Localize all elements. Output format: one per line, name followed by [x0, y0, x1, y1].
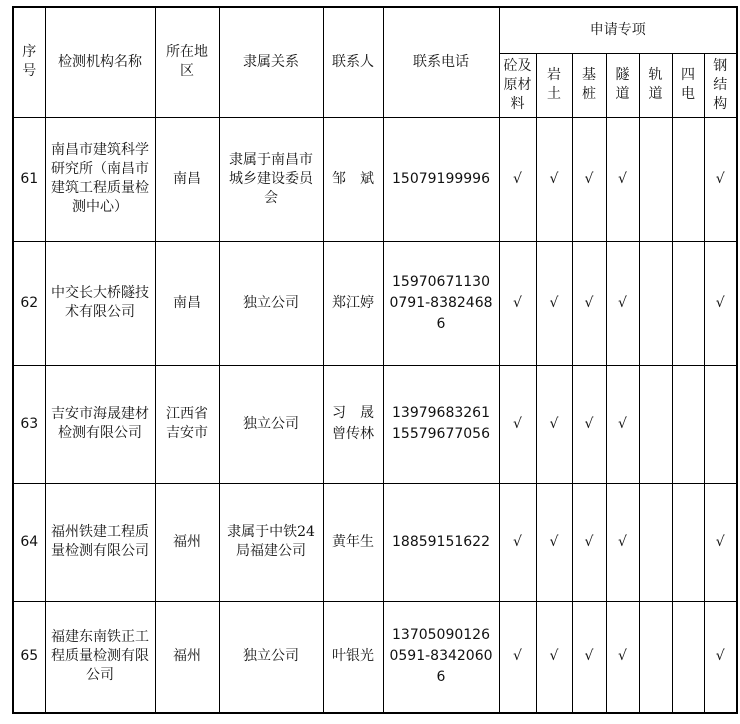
table-row — [13, 483, 737, 601]
check-mark-cell: √ — [499, 117, 536, 241]
empty-check-cell — [639, 601, 672, 713]
cell-seq: 64 — [13, 483, 45, 601]
header-sub-tunnel: 隧道 — [606, 53, 639, 117]
phone-number: 18859151622 — [392, 533, 490, 550]
phone-number: 15079199996 — [392, 170, 490, 187]
cell-phone — [383, 483, 499, 601]
cell-affiliation: 隶属于中铁24局福建公司 — [219, 483, 323, 601]
contact-name: 黄年生 — [332, 533, 374, 550]
check-mark-cell: √ — [536, 241, 572, 365]
table-row — [13, 365, 737, 483]
check-mark-cell: √ — [499, 601, 536, 713]
empty-check-cell — [639, 365, 672, 483]
cell-org: 中交长大桥隧技术有限公司 — [45, 241, 155, 365]
table-body — [13, 117, 737, 713]
cell-contact — [323, 601, 383, 713]
cell-phone — [383, 117, 499, 241]
table-header — [13, 7, 737, 117]
header-seq: 序号 — [13, 7, 45, 117]
check-mark-cell: √ — [704, 601, 737, 713]
header-special: 申请专项 — [499, 7, 737, 53]
cell-region: 南昌 — [155, 117, 219, 241]
cell-seq: 61 — [13, 117, 45, 241]
cell-seq: 63 — [13, 365, 45, 483]
cell-phone — [383, 365, 499, 483]
empty-check-cell — [639, 483, 672, 601]
table-row — [13, 117, 737, 241]
cell-contact — [323, 241, 383, 365]
header-phone: 联系电话 — [383, 7, 499, 117]
header-region: 所在地区 — [155, 7, 219, 117]
check-mark-cell: √ — [536, 117, 572, 241]
check-mark-cell: √ — [606, 117, 639, 241]
check-mark-cell: √ — [606, 601, 639, 713]
contact-name: 郑江婷 — [332, 294, 374, 311]
cell-affiliation: 独立公司 — [219, 601, 323, 713]
phone-number: 15970671130 — [392, 273, 490, 290]
cell-contact — [323, 117, 383, 241]
check-mark-cell: √ — [572, 241, 606, 365]
cell-seq: 62 — [13, 241, 45, 365]
cell-org: 南昌市建筑科学研究所（南昌市建筑工程质量检测中心） — [45, 117, 155, 241]
contact-name: 曾传林 — [332, 426, 374, 442]
empty-check-cell — [672, 601, 704, 713]
cell-affiliation: 独立公司 — [219, 241, 323, 365]
cell-region: 福州 — [155, 601, 219, 713]
cell-phone — [383, 601, 499, 713]
cell-org: 福建东南铁正工程质量检测有限公司 — [45, 601, 155, 713]
table-row — [13, 241, 737, 365]
empty-check-cell — [639, 241, 672, 365]
header-sub-steel: 钢结构 — [704, 53, 737, 117]
check-mark-cell: √ — [572, 483, 606, 601]
header-contact: 联系人 — [323, 7, 383, 117]
check-mark-cell: √ — [606, 483, 639, 601]
header-sub-geotech: 岩土 — [536, 53, 572, 117]
check-mark-cell: √ — [572, 365, 606, 483]
phone-number: 0591-83420606 — [389, 648, 493, 686]
phone-number: 13705090126 — [392, 627, 490, 644]
header-sub-four-electric: 四电 — [672, 53, 704, 117]
check-mark-cell: √ — [704, 117, 737, 241]
empty-check-cell — [704, 365, 737, 483]
check-mark-cell: √ — [572, 601, 606, 713]
empty-check-cell — [639, 117, 672, 241]
cell-affiliation: 隶属于南昌市城乡建设委员会 — [219, 117, 323, 241]
table-wrapper — [12, 6, 738, 714]
check-mark-cell: √ — [536, 365, 572, 483]
phone-number: 13979683261 — [392, 405, 490, 421]
phone-number: 15579677056 — [392, 426, 490, 442]
empty-check-cell — [672, 365, 704, 483]
cell-org: 吉安市海晟建材检测有限公司 — [45, 365, 155, 483]
cell-region: 江西省吉安市 — [155, 365, 219, 483]
cell-region: 南昌 — [155, 241, 219, 365]
cell-contact — [323, 483, 383, 601]
check-mark-cell: √ — [606, 365, 639, 483]
cell-phone — [383, 241, 499, 365]
header-affiliation: 隶属关系 — [219, 7, 323, 117]
header-org: 检测机构名称 — [45, 7, 155, 117]
contact-name: 习 晟 — [332, 405, 374, 421]
phone-number: 0791-83824686 — [389, 294, 493, 332]
header-sub-pile: 基桩 — [572, 53, 606, 117]
inspection-agency-table — [12, 6, 738, 714]
empty-check-cell — [672, 483, 704, 601]
header-sub-concrete: 砼及原材料 — [499, 53, 536, 117]
cell-org: 福州铁建工程质量检测有限公司 — [45, 483, 155, 601]
table-row — [13, 601, 737, 713]
contact-name: 叶银光 — [332, 648, 374, 665]
cell-region: 福州 — [155, 483, 219, 601]
check-mark-cell: √ — [536, 601, 572, 713]
empty-check-cell — [672, 117, 704, 241]
cell-affiliation: 独立公司 — [219, 365, 323, 483]
check-mark-cell: √ — [704, 241, 737, 365]
check-mark-cell: √ — [499, 365, 536, 483]
check-mark-cell: √ — [606, 241, 639, 365]
check-mark-cell: √ — [572, 117, 606, 241]
cell-seq: 65 — [13, 601, 45, 713]
empty-check-cell — [672, 241, 704, 365]
check-mark-cell: √ — [499, 483, 536, 601]
check-mark-cell: √ — [536, 483, 572, 601]
cell-contact — [323, 365, 383, 483]
contact-name: 邹 斌 — [332, 170, 374, 187]
check-mark-cell: √ — [499, 241, 536, 365]
check-mark-cell: √ — [704, 483, 737, 601]
header-sub-track: 轨道 — [639, 53, 672, 117]
